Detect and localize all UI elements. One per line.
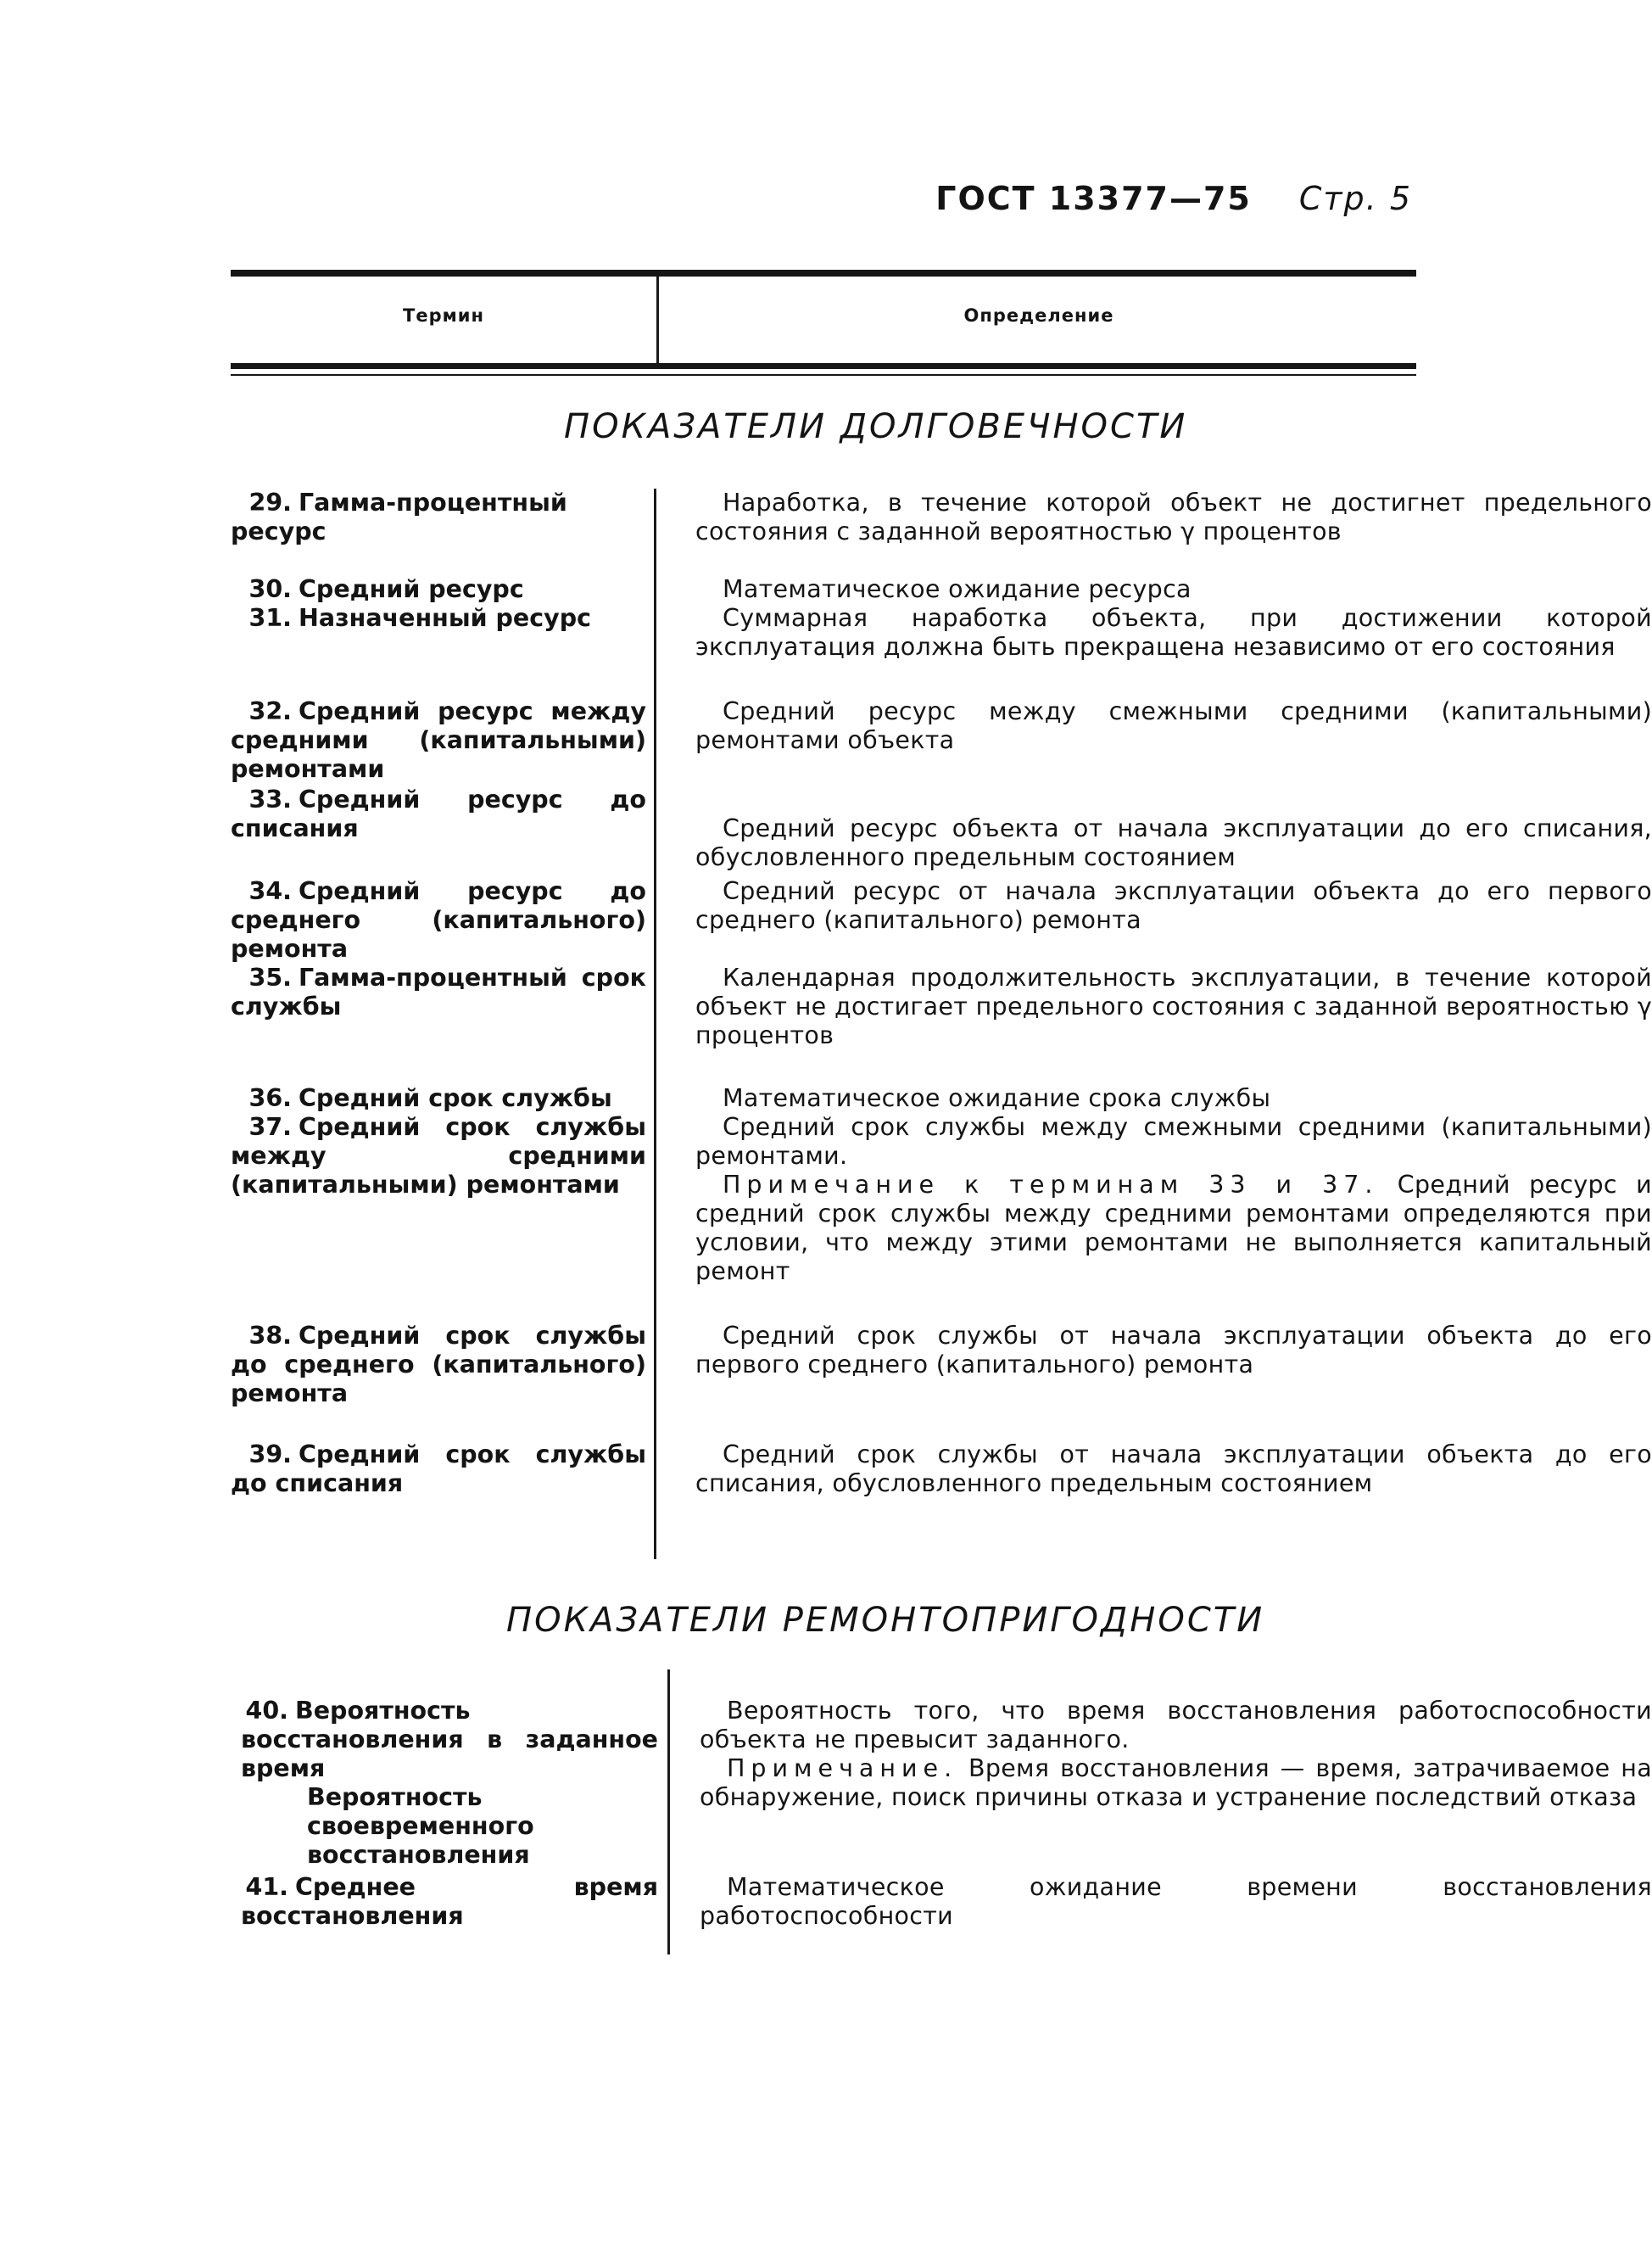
term-number: 40. [245,1697,288,1725]
definition-cell: Математическое ожидание срока службы [723,1084,1271,1112]
definition-cell: Математическое ожидание времени восстановления работоспособности [700,1873,1652,1930]
term-cell [231,786,646,843]
column-divider [654,489,656,1559]
definition-cell: Календарная продолжительность эксплуатации, в течение которой объект не достигает предельного состояния с заданной вероятностью γ процентов [695,964,1652,1049]
table-head-divider [656,277,659,363]
term-cell [231,1322,646,1408]
alternate-term: Вероятность своевременного восстановления [307,1783,534,1869]
durability-block [231,489,1652,1559]
term-label: Средний срок службы между средними (капитальными) ремонтами [231,1113,646,1199]
column-header-definition: Определение [963,305,1114,326]
term-cell [241,1873,658,1931]
term-cell [231,964,646,1021]
term-cell [231,489,646,546]
column-divider [667,1669,670,1954]
repairability-block [231,1669,1652,1954]
section-title-repairability: ПОКАЗАТЕЛИ РЕМОНТОПРИГОДНОСТИ [506,1601,1265,1640]
note [695,1171,1652,1286]
section-title-durability: ПОКАЗАТЕЛИ ДОЛГОВЕЧНОСТИ [564,407,1188,446]
table-top-rule [231,270,1416,277]
term-number: 31. [248,604,292,632]
term-cell [231,877,646,964]
running-header [935,180,1412,217]
table-head-rule [231,363,1416,369]
term-number: 32. [248,697,292,725]
term-number: 30. [248,575,292,603]
definition-cell: Математическое ожидание ресурса [723,575,1192,603]
definition-cell [695,1113,1652,1286]
term-cell [231,604,646,633]
term-label: Вероятность восстановления в заданное время [241,1697,658,1782]
term-number: 39. [248,1440,292,1468]
term-label: Средний ресурс до среднего (капитального) ремонта [231,877,646,963]
column-header-term: Термин [403,305,484,326]
definition-cell: Средний ресурс от начала эксплуатации объекта до его первого среднего (капитального) ремонта [695,877,1652,934]
term-label: Средний срок службы до списания [231,1440,646,1497]
definition-cell: Средний срок службы от начала эксплуатации объекта до его списания, обусловленного предельным состоянием [695,1440,1652,1497]
term-label: Средний ресурс [299,575,524,603]
page-number: Стр. 5 [1298,180,1412,217]
term-label: Среднее время восстановления [241,1873,658,1930]
term-label: Гамма-процентный срок службы [231,964,646,1021]
term-cell [231,697,646,784]
definition-text: Вероятность того, что время восстановления работоспособности объекта не превысит заданного. [700,1697,1652,1753]
definition-cell: Суммарная наработка объекта, при достижении которой эксплуатация должна быть прекращена независимо от его состояния [695,604,1652,661]
definition-cell: Наработка, в течение которой объект не достигнет предельного состояния с заданной вероятностью γ процентов [695,489,1652,545]
term-label: Средний срок службы [299,1084,612,1112]
note-text: Средний ресурс и средний срок службы между средними ремонтами определяются при условии, что между этими ремонтами не выполняется капитальный ремонт [695,1171,1652,1285]
definition-cell: Средний срок службы от начала эксплуатации объекта до его первого среднего (капитального) ремонта [695,1322,1652,1378]
term-number: 41. [245,1873,288,1901]
definition-cell: Средний ресурс между смежными средними (капитальными) ремонтами объекта [695,697,1652,754]
note-label: Примечание к терминам 33 и 37. [723,1171,1379,1199]
note [700,1754,1652,1812]
term-number: 33. [248,786,292,814]
note-label: Примечание. [727,1754,958,1782]
definition-cell [700,1697,1652,1812]
term-cell [231,575,646,604]
term-cell [241,1697,658,1870]
term-number: 29. [248,489,292,517]
term-label: Назначенный ресурс [299,604,592,632]
term-label: Гамма-процентный ресурс [231,489,567,545]
term-cell [231,1113,646,1199]
note-text: Время восстановления — время, затрачиваемое на обнаружение, поиск причины отказа и устранение последствий отказа [700,1754,1652,1811]
term-label: Средний ресурс между средними (капитальными) ремонтами [231,697,646,783]
term-number: 34. [248,877,292,905]
term-number: 36. [248,1084,292,1112]
definition-text: Средний срок службы между смежными средними (капитальными) ремонтами. [695,1113,1652,1170]
term-cell [231,1440,646,1498]
term-number: 37. [248,1113,292,1141]
definition-cell: Средний ресурс объекта от начала эксплуатации до его списания, обусловленного предельным состоянием [695,814,1652,871]
term-cell [231,1084,646,1113]
standard-designation: ГОСТ 13377—75 [935,180,1252,217]
term-number: 35. [248,964,292,992]
term-label: Средний ресурс до списания [231,786,646,842]
term-label: Средний срок службы до среднего (капитального) ремонта [231,1322,646,1407]
table-head-rule-thin [231,374,1416,376]
term-number: 38. [248,1322,292,1350]
